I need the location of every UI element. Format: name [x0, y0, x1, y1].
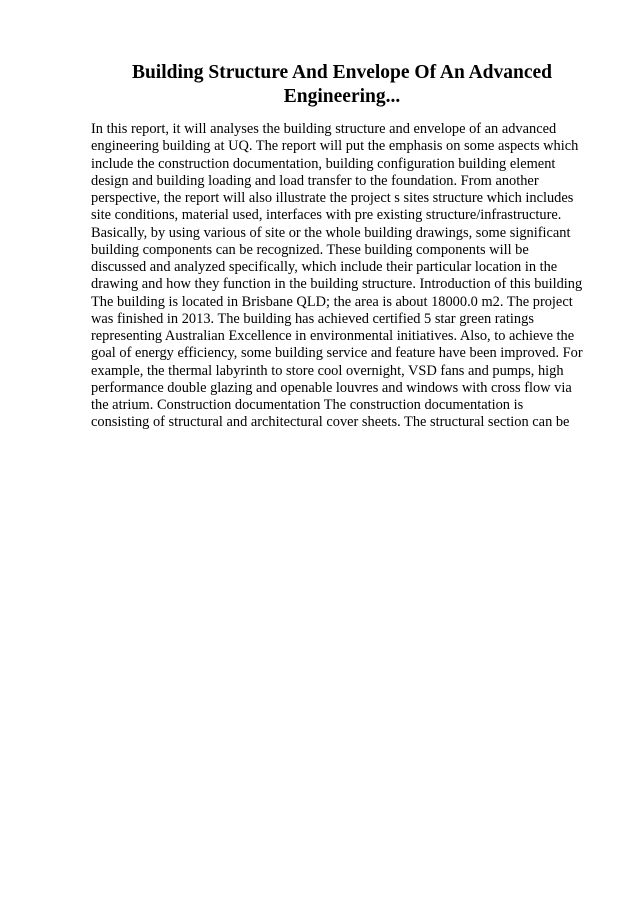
body-line: engineering building at UQ. The report will put the emphasis on some aspects which [91, 138, 579, 155]
body-line: The building is located in Brisbane QLD; the area is about 18000.0 m2. The project [91, 293, 573, 310]
body-line: In this report, it will analyses the building structure and envelope of an advanced [91, 121, 557, 137]
title-line: Engineering... [283, 86, 401, 107]
body-line: building components can be recognized. These building components will be [91, 241, 529, 258]
title-line: Building Structure And Envelope Of An Advanced [131, 62, 553, 83]
body-line: example, the thermal labyrinth to store cool overnight, VSD fans and pumps, high [91, 362, 564, 379]
body-line: site conditions, material used, interfaces with pre existing structure/infrastructure. [91, 207, 562, 224]
body-line: include the construction documentation, building configuration building element [91, 155, 556, 172]
body-line: representing Australian Excellence in environmental initiatives. Also, to achieve the [91, 328, 575, 344]
body-line: Basically, by using various of site or the whole building drawings, some significant [91, 224, 571, 241]
body-line: the atrium. Construction documentation The construction documentation is [91, 397, 524, 413]
body-line: discussed and analyzed specifically, which include their particular location in the [91, 259, 558, 275]
body-line: design and building loading and load transfer to the foundation. From another [91, 172, 539, 189]
document-body [91, 121, 611, 432]
body-line: was finished in 2013. The building has achieved certified 5 star green ratings [91, 310, 534, 327]
body-line: consisting of structural and architectural cover sheets. The structural section can be [91, 414, 570, 431]
body-line: perspective, the report will also illustrate the project s sites structure which includes [91, 190, 574, 206]
body-line: drawing and how they function in the building structure. Introduction of this building [91, 276, 583, 293]
document-title [92, 61, 592, 109]
body-line: performance double glazing and openable louvres and windows with cross flow via [91, 379, 572, 396]
body-line: goal of energy efficiency, some building service and feature have been improved. For [91, 345, 583, 362]
